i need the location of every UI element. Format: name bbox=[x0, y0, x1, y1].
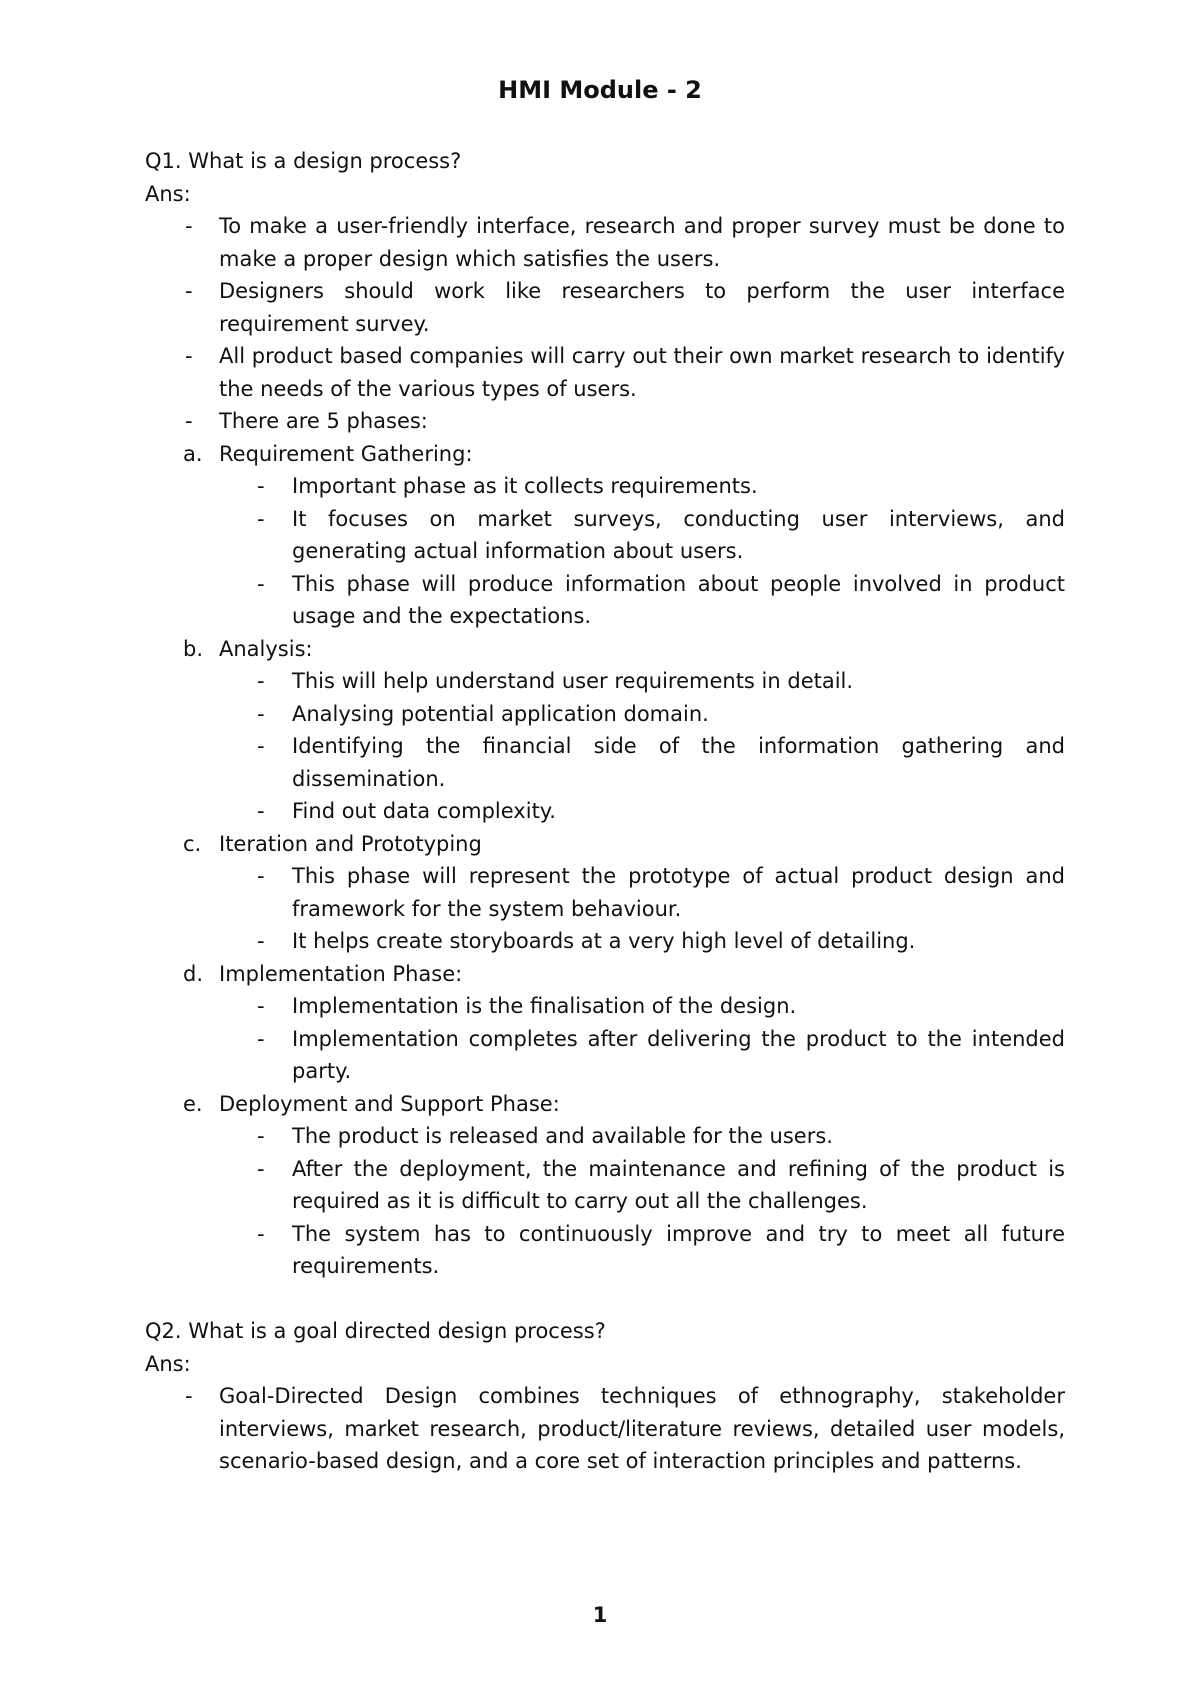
bullet-text: After the deployment, the maintenance and refining of the product is required as it is difficult to carry out all the challenges. bbox=[292, 1156, 1065, 1213]
bullet-item bbox=[145, 275, 1065, 340]
bullet-marker: - bbox=[257, 994, 265, 1018]
bullet-marker: - bbox=[257, 701, 265, 726]
bullet-item bbox=[145, 210, 1065, 275]
document-body bbox=[145, 145, 1065, 1478]
bullet-text: Implementation is the finalisation of the design. bbox=[292, 994, 797, 1018]
bullet-text: Goal-Directed Design combines techniques of ethnography, stakeholder interviews, market research, product/literature reviews, detailed user models, scenario-based design, and a core set of interaction principles and patterns. bbox=[219, 1384, 1065, 1473]
phase-label: Implementation Phase: bbox=[219, 961, 463, 986]
bullet-text: To make a user-friendly interface, research and proper survey must be done to make a proper design which satisfies the users. bbox=[219, 214, 1065, 271]
question-1: Q1. What is a design process? bbox=[145, 149, 462, 173]
bullet-marker: - bbox=[185, 344, 193, 368]
bullet-marker: - bbox=[257, 669, 265, 693]
bullet-text: The product is released and available for the users. bbox=[292, 1124, 833, 1148]
phase-marker: b. bbox=[183, 636, 204, 661]
bullet-marker: - bbox=[257, 506, 265, 531]
bullet-marker: - bbox=[257, 1156, 265, 1181]
bullet-text: It focuses on market surveys, conducting user interviews, and generating actual information about users. bbox=[292, 506, 1065, 563]
phase-heading bbox=[145, 633, 1065, 666]
bullet-text: Important phase as it collects requirements. bbox=[292, 474, 758, 498]
phase-label: Analysis: bbox=[219, 636, 313, 661]
phase-heading bbox=[145, 1088, 1065, 1121]
bullet-text: This phase will represent the prototype of actual product design and framework for the system behaviour. bbox=[292, 864, 1065, 921]
phase-label: Requirement Gathering: bbox=[219, 441, 473, 466]
answer-label-2: Ans: bbox=[145, 1351, 191, 1376]
bullet-text: All product based companies will carry out their own market research to identify the needs of the various types of users. bbox=[219, 344, 1065, 401]
page-title: HMI Module - 2 bbox=[498, 76, 702, 104]
bullet-text: The system has to continuously improve and try to meet all future requirements. bbox=[292, 1221, 1065, 1278]
bullet-text: This phase will produce information about people involved in product usage and the expectations. bbox=[292, 571, 1065, 628]
question-2: Q2. What is a goal directed design process? bbox=[145, 1319, 606, 1343]
bullet-item bbox=[145, 340, 1065, 405]
bullet-marker: - bbox=[257, 864, 265, 888]
bullet-text: Designers should work like researchers to perform the user interface requirement survey. bbox=[219, 279, 1065, 336]
sub-bullet-item bbox=[145, 698, 1065, 731]
bullet-marker: - bbox=[185, 279, 193, 303]
bullet-marker: - bbox=[257, 1124, 265, 1148]
bullet-marker: - bbox=[185, 214, 193, 238]
phase-heading bbox=[145, 958, 1065, 991]
bullet-text: It helps create storyboards at a very high level of detailing. bbox=[292, 929, 916, 953]
bullet-text: Identifying the financial side of the information gathering and dissemination. bbox=[292, 734, 1065, 791]
sub-bullet-item bbox=[145, 730, 1065, 795]
phase-heading bbox=[145, 828, 1065, 861]
bullet-text: This will help understand user requirements in detail. bbox=[292, 669, 854, 693]
bullet-text: Analysing potential application domain. bbox=[292, 701, 709, 726]
bullet-marker: - bbox=[257, 474, 265, 498]
bullet-item bbox=[145, 405, 1065, 438]
phase-marker: c. bbox=[183, 831, 202, 856]
phase-marker: e. bbox=[183, 1091, 203, 1116]
sub-bullet-item bbox=[145, 470, 1065, 503]
sub-bullet-item bbox=[145, 503, 1065, 568]
sub-bullet-item bbox=[145, 1218, 1065, 1283]
bullet-marker: - bbox=[185, 1384, 193, 1408]
sub-bullet-item bbox=[145, 795, 1065, 828]
phase-label: Deployment and Support Phase: bbox=[219, 1091, 560, 1116]
bullet-text: Implementation completes after delivering the product to the intended party. bbox=[292, 1026, 1065, 1083]
sub-bullet-item bbox=[145, 1120, 1065, 1153]
section-spacer bbox=[145, 1283, 1065, 1316]
sub-bullet-item bbox=[145, 860, 1065, 925]
page-number: 1 bbox=[592, 1603, 608, 1627]
bullet-marker: - bbox=[185, 409, 193, 433]
sub-bullet-item bbox=[145, 568, 1065, 633]
bullet-marker: - bbox=[257, 734, 265, 758]
sub-bullet-item bbox=[145, 665, 1065, 698]
bullet-marker: - bbox=[257, 799, 265, 823]
sub-bullet-item bbox=[145, 990, 1065, 1023]
phase-marker: a. bbox=[183, 441, 203, 466]
phase-heading bbox=[145, 438, 1065, 471]
bullet-marker: - bbox=[257, 571, 265, 596]
bullet-marker: - bbox=[257, 929, 265, 953]
bullet-item bbox=[145, 1380, 1065, 1478]
sub-bullet-item bbox=[145, 1153, 1065, 1218]
sub-bullet-item bbox=[145, 1023, 1065, 1088]
bullet-text: Find out data complexity. bbox=[292, 799, 556, 823]
sub-bullet-item bbox=[145, 925, 1065, 958]
bullet-text: There are 5 phases: bbox=[219, 409, 428, 433]
bullet-marker: - bbox=[257, 1221, 265, 1246]
phase-marker: d. bbox=[183, 961, 204, 986]
bullet-marker: - bbox=[257, 1026, 265, 1051]
phase-label: Iteration and Prototyping bbox=[219, 831, 482, 856]
answer-label-1: Ans: bbox=[145, 181, 191, 206]
